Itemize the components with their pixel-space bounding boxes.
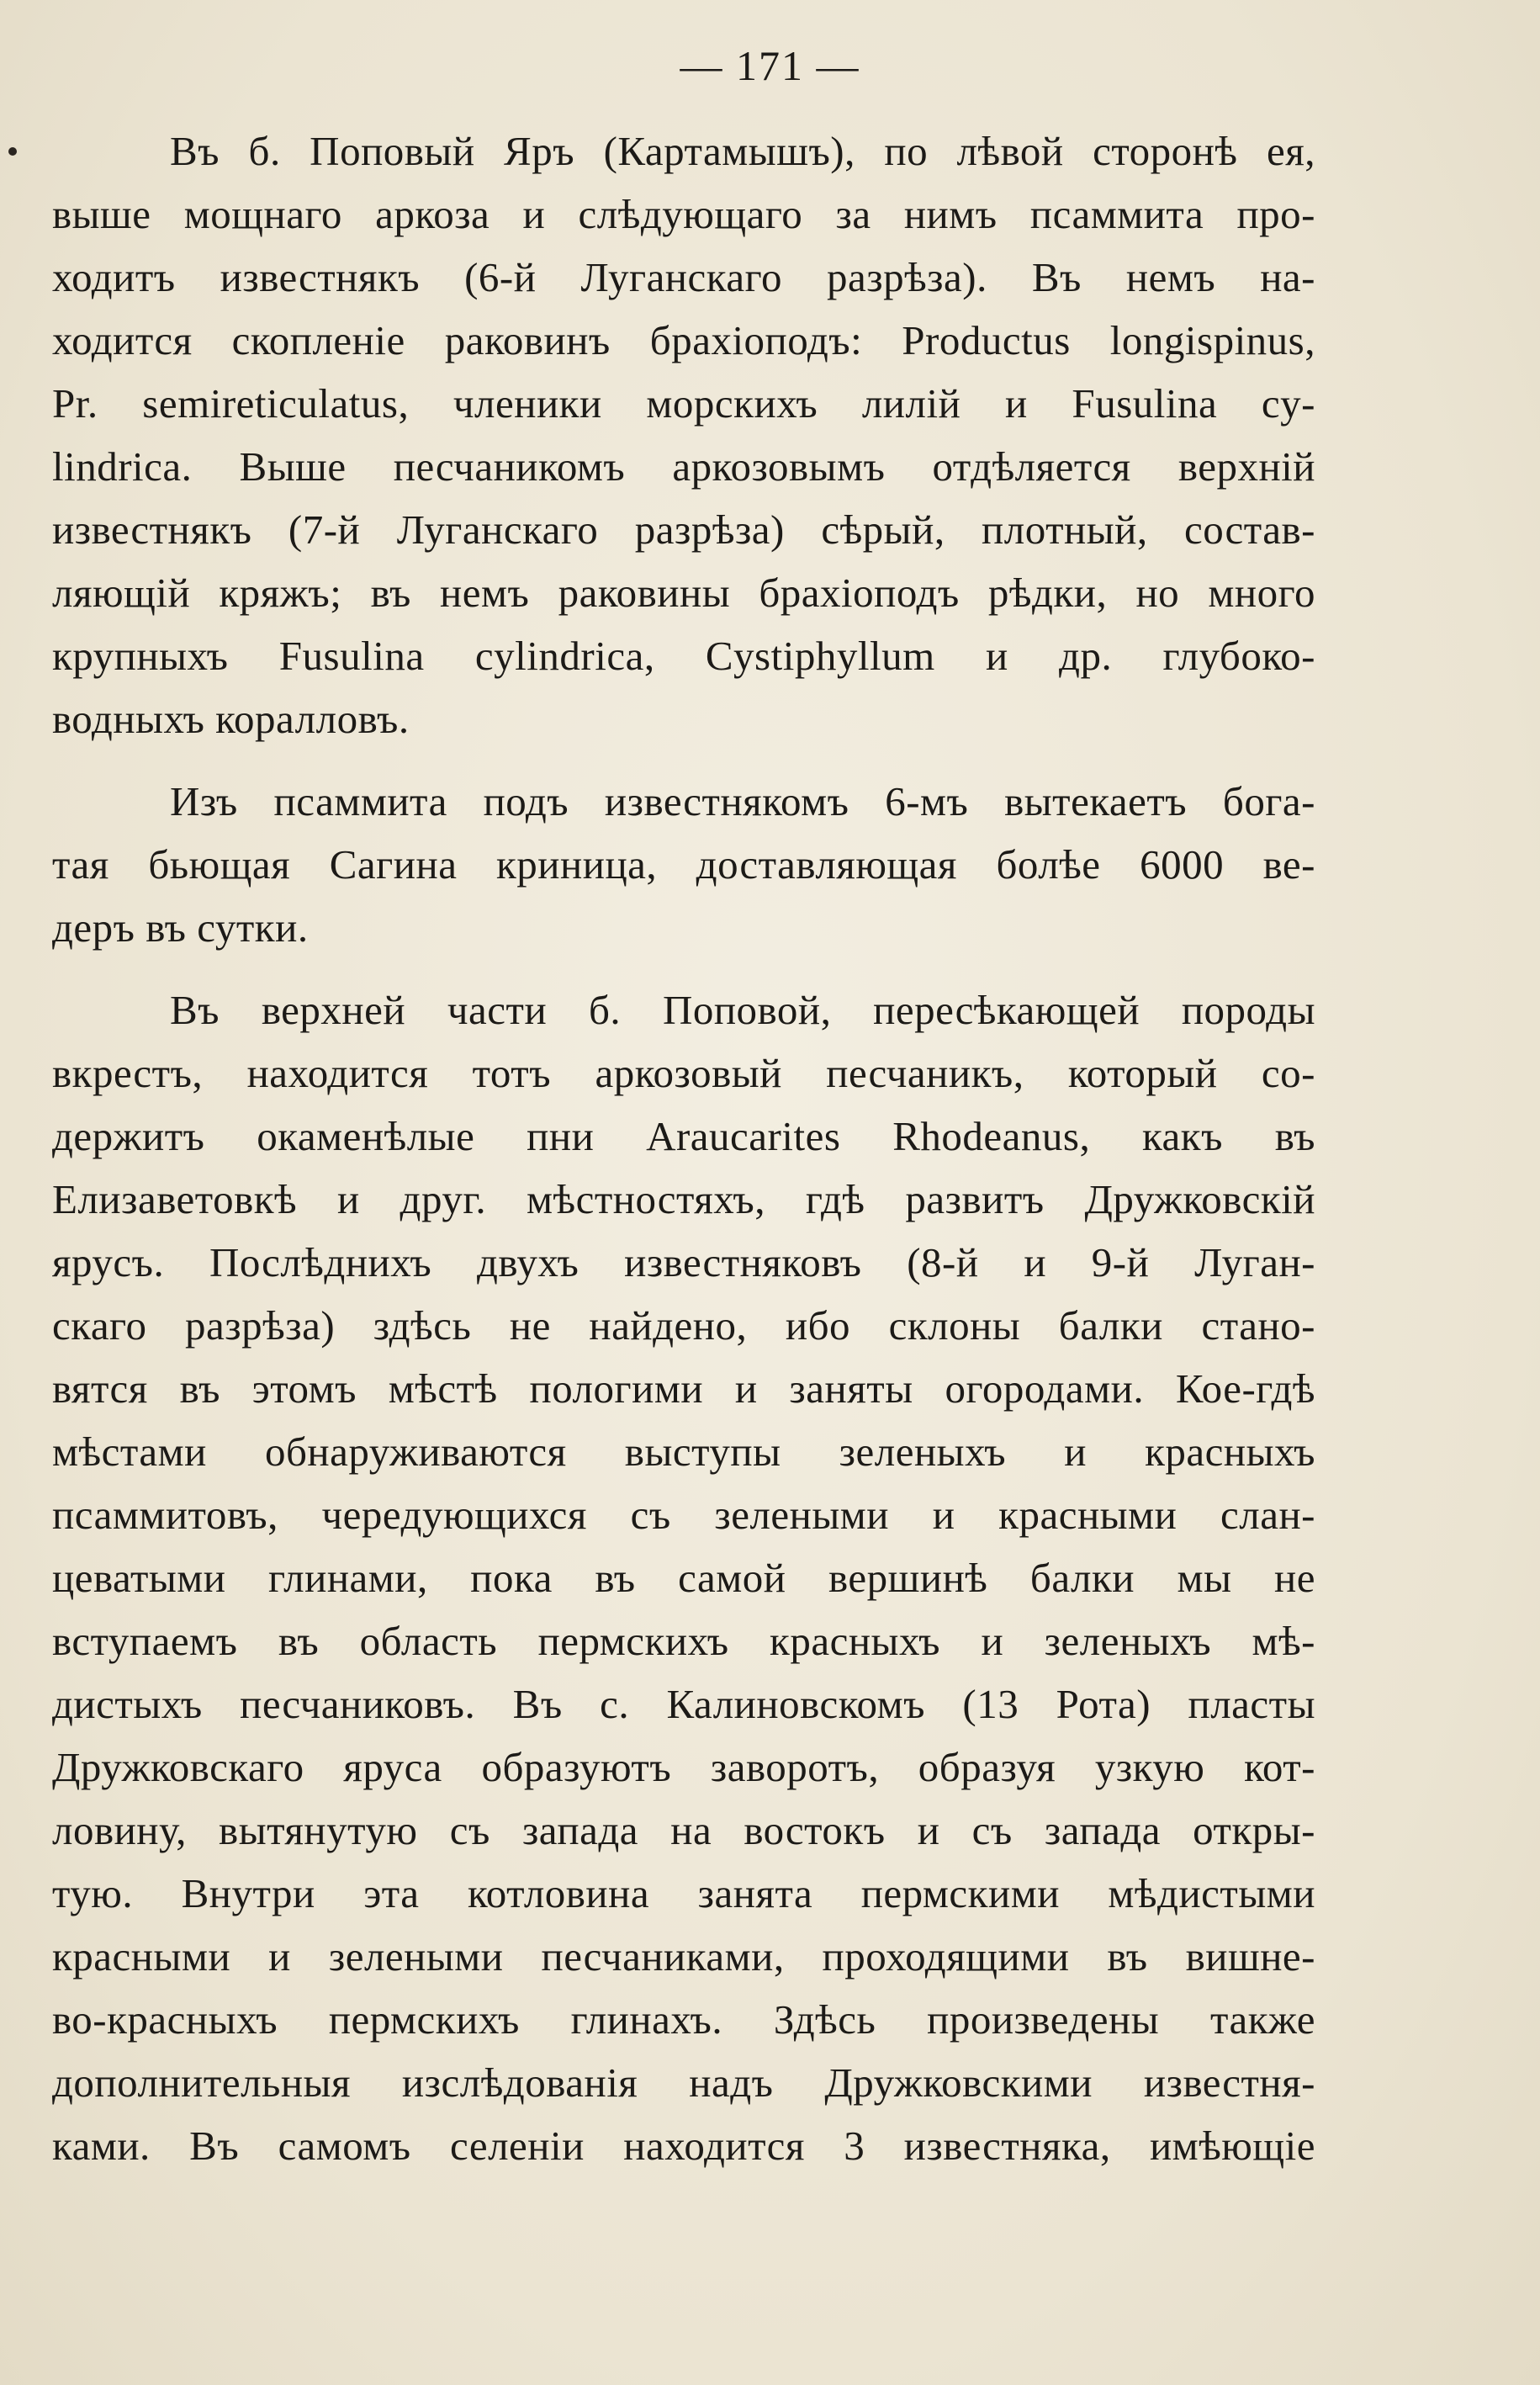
text-line: тую. Внутри эта котловина занята пермскими мѣдистыми xyxy=(52,1870,1315,1916)
text-line: ярусъ. Послѣднихъ двухъ известняковъ (8-й и 9-й Луган- xyxy=(52,1239,1315,1285)
text-line: держитъ окаменѣлые пни Araucarites Rhodeanus, какъ въ xyxy=(52,1113,1315,1159)
text-line: известнякъ (7-й Луганскаго разрѣза) сѣрый, плотный, состав- xyxy=(52,506,1315,553)
margin-dot-mark xyxy=(8,147,17,156)
text-line: тая бьющая Сагина криница, доставляющая болѣе 6000 ве- xyxy=(52,841,1315,888)
text-line: Изъ псаммита подъ известнякомъ 6-мъ вытекаетъ бога- xyxy=(170,778,1315,824)
text-line: псаммитовъ, чередующихся съ зелеными и красными слан- xyxy=(52,1492,1315,1538)
text-line: ходится скопленіе раковинъ брахіоподъ: Productus longispinus, xyxy=(52,317,1315,363)
body-text xyxy=(52,119,1315,2177)
text-line: Въ верхней части б. Поповой, пересѣкающей породы xyxy=(170,987,1315,1033)
text-line: ляющій кряжъ; въ немъ раковины брахіоподъ рѣдки, но много xyxy=(52,570,1315,616)
text-line: Дружковскаго яруса образуютъ заворотъ, образуя узкую кот- xyxy=(52,1744,1315,1790)
text-line: красными и зелеными песчаниками, проходящими въ вишне- xyxy=(52,1933,1315,1980)
text-line: дистыхъ песчаниковъ. Въ с. Калиновскомъ (13 Рота) пласты xyxy=(52,1681,1315,1727)
text-line: деръ въ сутки. xyxy=(52,904,309,951)
page-number: — 171 — xyxy=(680,42,860,89)
text-line: вятся въ этомъ мѣстѣ пологими и заняты огородами. Кое-гдѣ xyxy=(52,1365,1315,1412)
text-line: ками. Въ самомъ селеніи находится 3 известняка, имѣющіе xyxy=(52,2123,1315,2169)
text-line: ловину, вытянутую съ запада на востокъ и съ запада откры- xyxy=(52,1807,1315,1853)
text-line: крупныхъ Fusulina cylindrica, Cystiphyllum и др. глубоко- xyxy=(52,633,1315,679)
text-line: скаго разрѣза) здѣсь не найдено, ибо склоны балки стано- xyxy=(52,1302,1315,1349)
text-line: вкрестъ, находится тотъ аркозовый песчаникъ, который со- xyxy=(52,1050,1315,1096)
text-line: вступаемъ въ область пермскихъ красныхъ и зеленыхъ мѣ- xyxy=(52,1618,1315,1664)
text-line: Pr. semireticulatus, членики морскихъ лилій и Fusulina cy- xyxy=(52,380,1315,427)
text-line: цеватыми глинами, пока въ самой вершинѣ балки мы не xyxy=(52,1555,1315,1601)
text-line: ходитъ известнякъ (6-й Луганскаго разрѣза). Въ немъ на- xyxy=(52,254,1315,300)
text-line: дополнительныя изслѣдованія надъ Дружковскими известня- xyxy=(52,2059,1315,2106)
text-line: мѣстами обнаруживаются выступы зеленыхъ и красныхъ xyxy=(52,1428,1315,1475)
text-line: Въ б. Поповый Яръ (Картамышъ), по лѣвой сторонѣ ея, xyxy=(170,128,1315,174)
text-line: водныхъ коралловъ. xyxy=(52,696,410,742)
text-line: во-красныхъ пермскихъ глинахъ. Здѣсь произведены также xyxy=(52,1996,1315,2043)
text-line: lindrica. Выше песчаникомъ аркозовымъ отдѣляется верхній xyxy=(52,443,1315,490)
text-line: Елизаветовкѣ и друг. мѣстностяхъ, гдѣ развитъ Дружковскій xyxy=(52,1176,1315,1222)
text-line: выше мощнаго аркоза и слѣдующаго за нимъ псаммита про- xyxy=(52,191,1315,237)
